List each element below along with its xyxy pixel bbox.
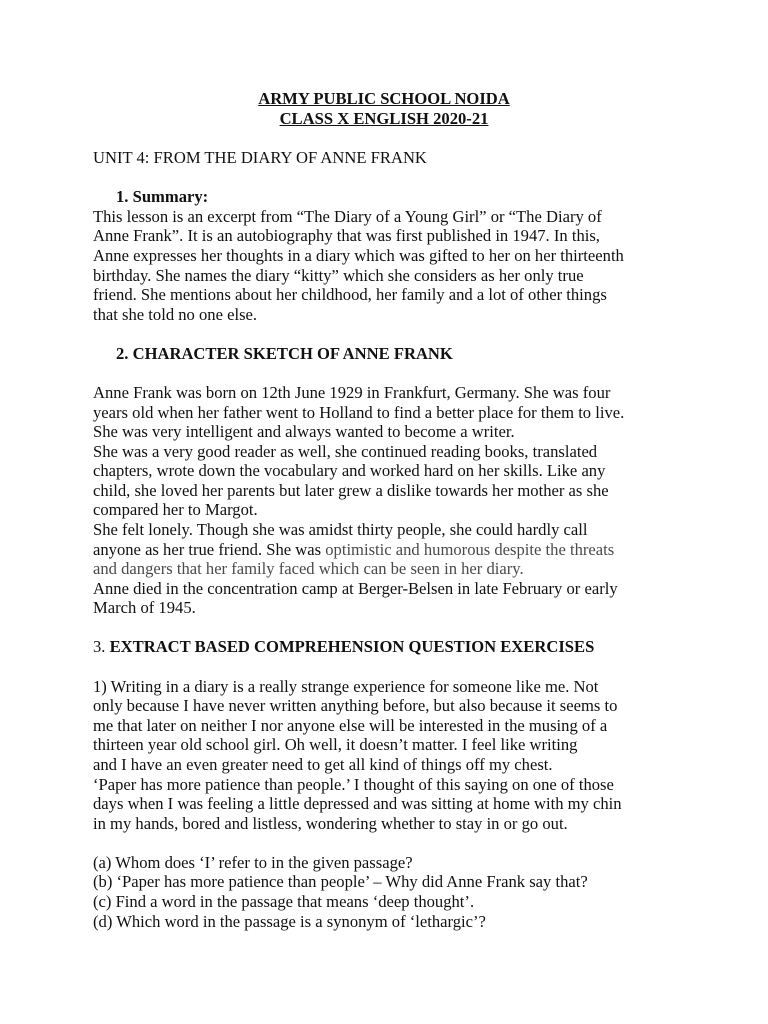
character-sketch-line bbox=[93, 540, 614, 560]
question-item: (c) Find a word in the passage that means ‘deep thought’. bbox=[93, 892, 475, 911]
class-subtitle: CLASS X ENGLISH 2020-21 bbox=[279, 109, 489, 128]
unit-title: UNIT 4: FROM THE DIARY OF ANNE FRANK bbox=[93, 148, 427, 167]
question-item: (a) Whom does ‘I’ refer to in the given passage? bbox=[93, 853, 413, 872]
summary-heading: 1. Summary: bbox=[116, 187, 209, 206]
passage-line: thirteen year old school girl. Oh well, it doesn’t matter. I feel like writing bbox=[93, 735, 578, 754]
summary-line: birthday. She names the diary “kitty” which she considers as her only true bbox=[93, 266, 584, 285]
character-sketch-text: anyone as her true friend. She was bbox=[93, 540, 326, 559]
summary-line: that she told no one else. bbox=[93, 305, 258, 324]
passage-line: me that later on neither I nor anyone else will be interested in the musing of a bbox=[93, 716, 608, 735]
question-item: (d) Which word in the passage is a synonym of ‘lethargic’? bbox=[93, 912, 486, 931]
character-sketch-muted-text: optimistic and humorous despite the threats bbox=[325, 540, 615, 559]
character-sketch-line: and dangers that her family faced which can be seen in her diary. bbox=[93, 559, 524, 578]
character-sketch-line: She was a very good reader as well, she continued reading books, translated bbox=[93, 442, 598, 461]
summary-line: Anne Frank”. It is an autobiography that was first published in 1947. In this, bbox=[93, 226, 600, 245]
character-sketch-line: compared her to Margot. bbox=[93, 500, 258, 519]
character-sketch-heading: 2. CHARACTER SKETCH OF ANNE FRANK bbox=[116, 344, 453, 363]
question-item: (b) ‘Paper has more patience than people’ – Why did Anne Frank say that? bbox=[93, 872, 588, 891]
passage-line: ‘Paper has more patience than people.’ I thought of this saying on one of those bbox=[93, 775, 614, 794]
character-sketch-line: child, she loved her parents but later grew a dislike towards her mother as she bbox=[93, 481, 609, 500]
passage-line: 1) Writing in a diary is a really strange experience for someone like me. Not bbox=[93, 677, 599, 696]
character-sketch-line: March of 1945. bbox=[93, 598, 196, 617]
summary-line: friend. She mentions about her childhood, her family and a lot of other things bbox=[93, 285, 607, 304]
character-sketch-line: Anne Frank was born on 12th June 1929 in Frankfurt, Germany. She was four bbox=[93, 383, 611, 402]
passage-line: only because I have never written anything before, but also because it seems to bbox=[93, 696, 618, 715]
character-sketch-line: years old when her father went to Holland to find a better place for them to live. bbox=[93, 403, 625, 422]
character-sketch-line: She felt lonely. Though she was amidst thirty people, she could hardly call bbox=[93, 520, 588, 539]
summary-line: Anne expresses her thoughts in a diary which was gifted to her on her thirteenth bbox=[93, 246, 624, 265]
passage-line: days when I was feeling a little depressed and was sitting at home with my chin bbox=[93, 794, 622, 813]
character-sketch-line: She was very intelligent and always wanted to become a writer. bbox=[93, 422, 515, 441]
extract-heading-text: EXTRACT BASED COMPREHENSION QUESTION EXERCISES bbox=[109, 637, 595, 656]
extract-number: 3. bbox=[93, 637, 110, 656]
passage-line: and I have an even greater need to get all kind of things off my chest. bbox=[93, 755, 553, 774]
school-title: ARMY PUBLIC SCHOOL NOIDA bbox=[258, 89, 510, 108]
extract-heading bbox=[93, 637, 594, 657]
passage-line: in my hands, bored and listless, wondering whether to stay in or go out. bbox=[93, 814, 568, 833]
summary-line: This lesson is an excerpt from “The Diary of a Young Girl” or “The Diary of bbox=[93, 207, 602, 226]
character-sketch-line: chapters, wrote down the vocabulary and worked hard on her skills. Like any bbox=[93, 461, 606, 480]
character-sketch-line: Anne died in the concentration camp at Berger-Belsen in late February or early bbox=[93, 579, 618, 598]
